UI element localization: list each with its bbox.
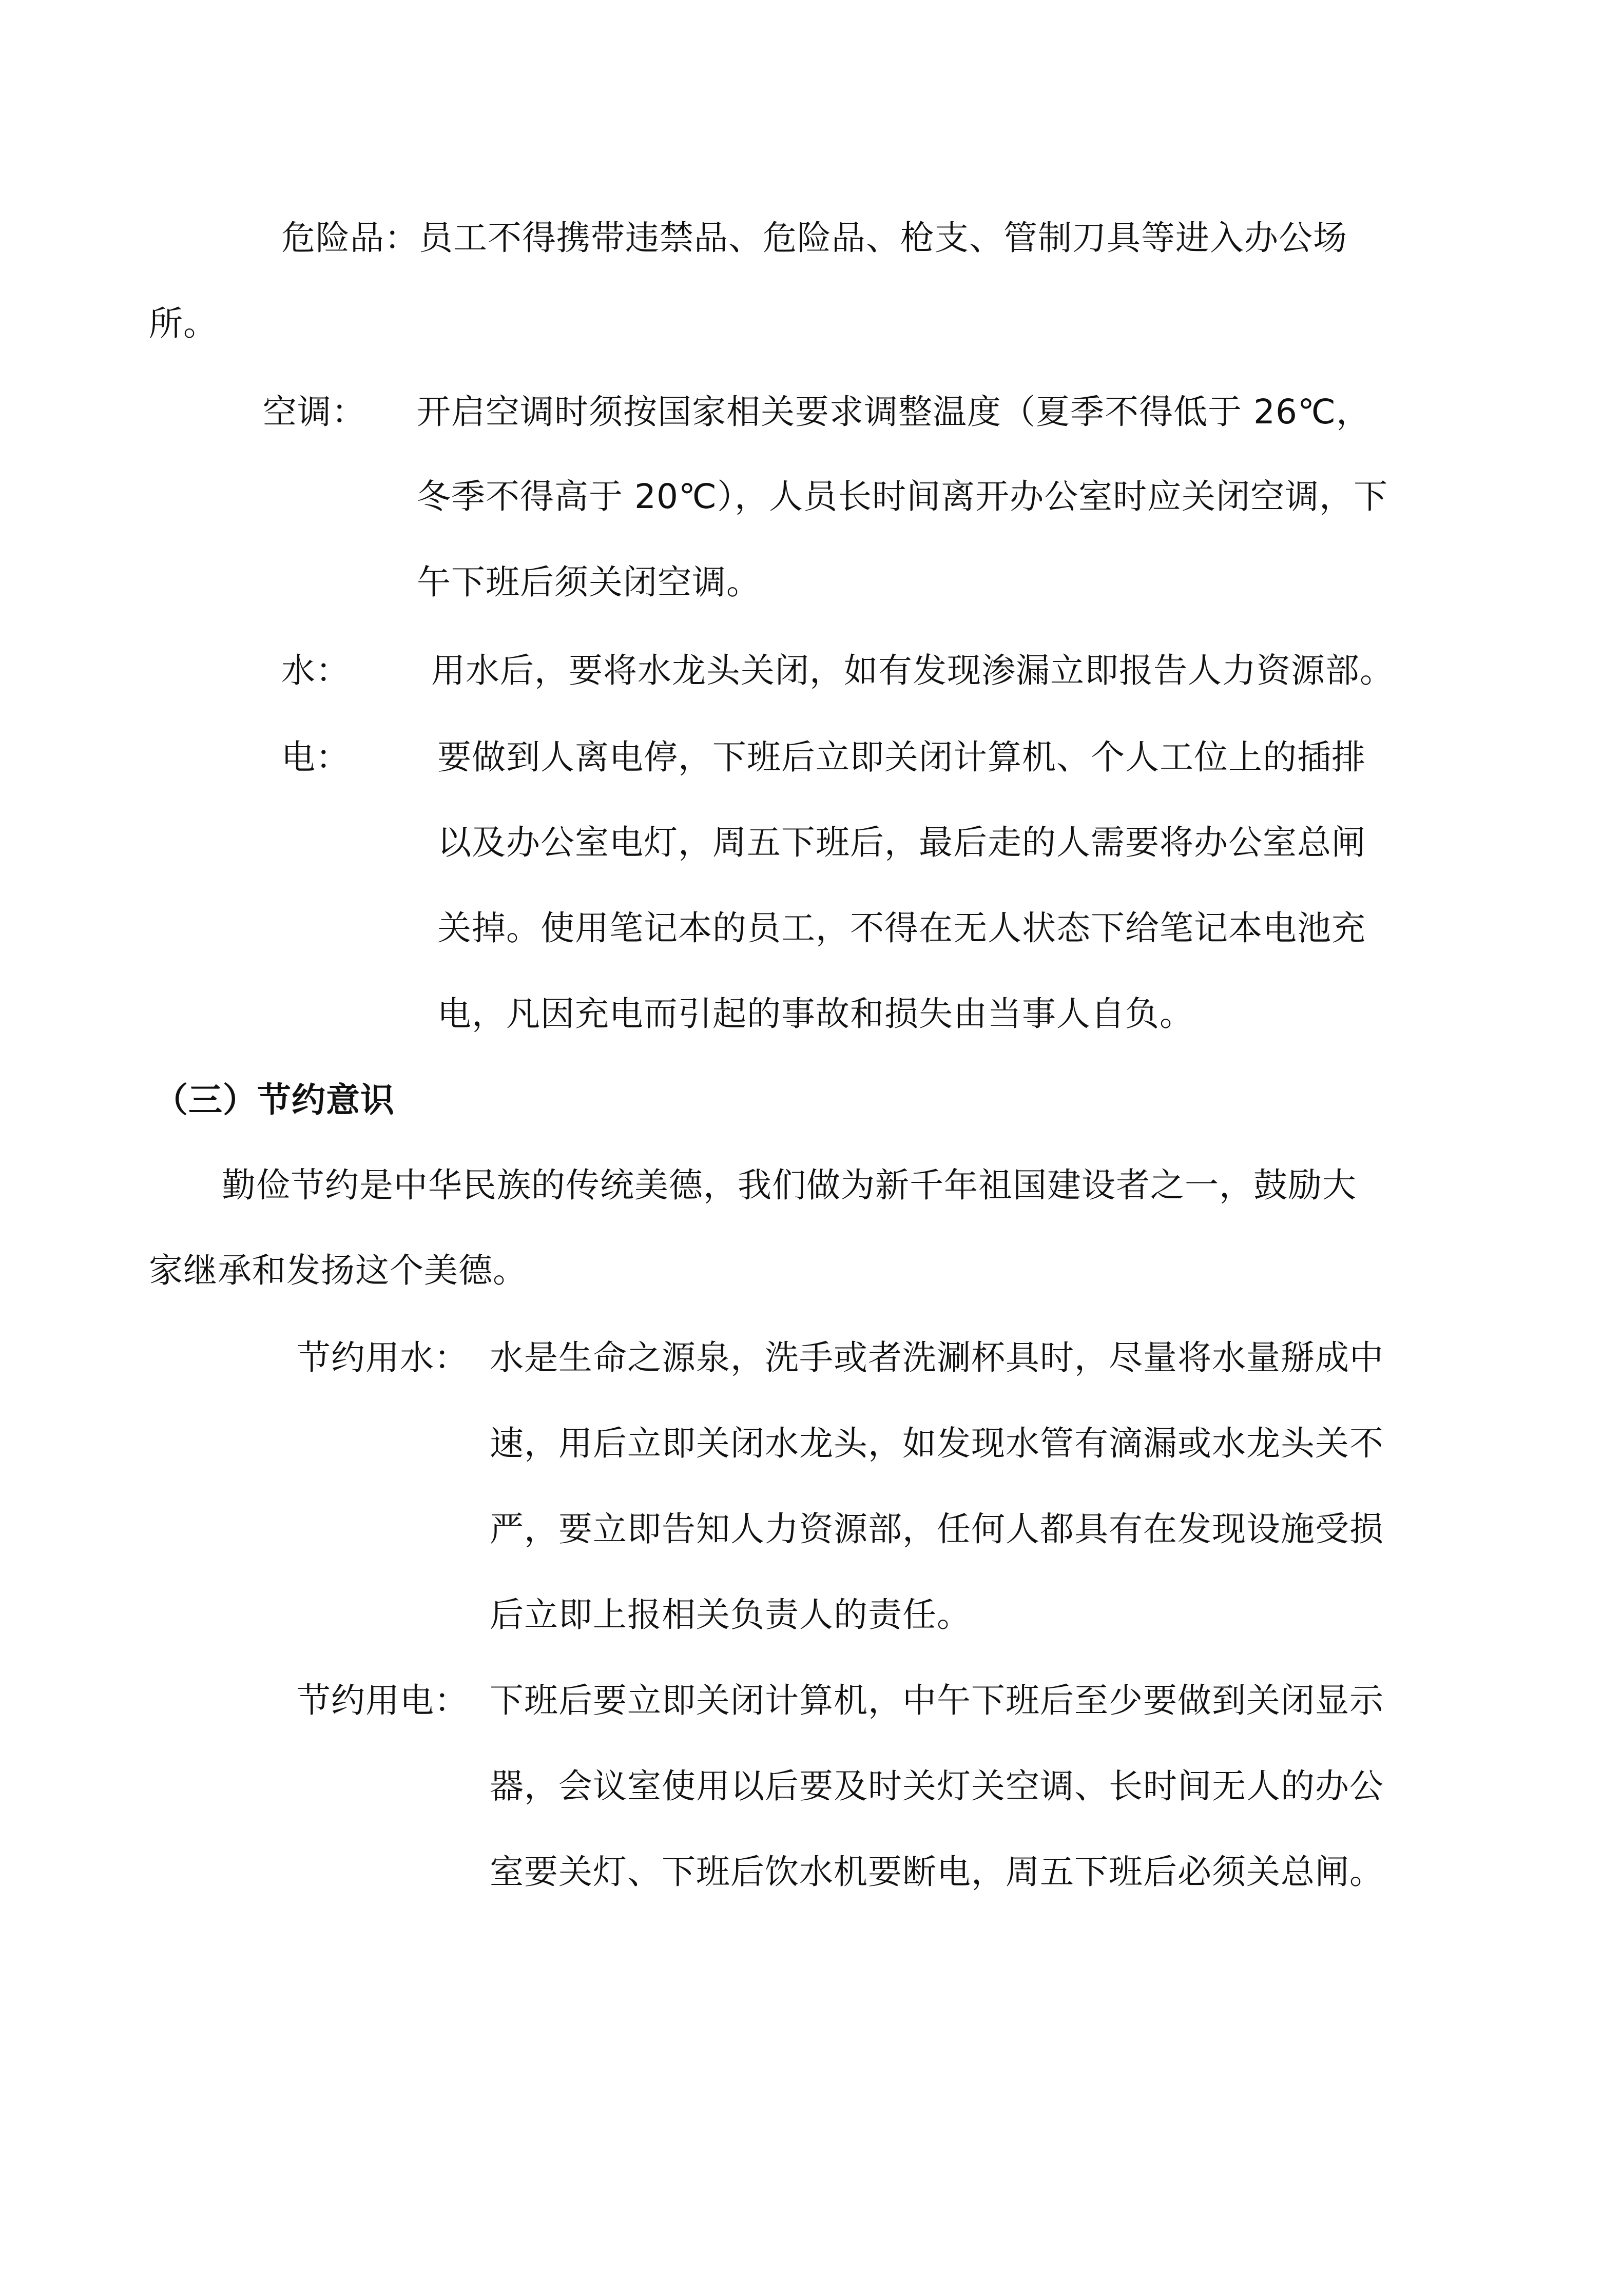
save-water-line-1: 水是生命之源泉，洗手或者洗涮杯具时，尽量将水量掰成中 xyxy=(490,1338,1384,1377)
dangerous-goods-line-2: 所。 xyxy=(149,304,218,343)
air-conditioning-label: 空调： xyxy=(263,392,366,432)
section-3-intro-line-1: 勤俭节约是中华民族的传统美德，我们做为新千年祖国建设者之一，鼓励大 xyxy=(222,1165,1357,1205)
electricity-line-1: 要做到人离电停，下班后立即关闭计算机、个人工位上的插排 xyxy=(437,737,1366,777)
save-water-line-4: 后立即上报相关负责人的责任。 xyxy=(490,1595,971,1635)
electricity-label: 电： xyxy=(281,737,350,777)
water-line-1: 用水后，要将水龙头关闭，如有发现渗漏立即报告人力资源部。 xyxy=(431,651,1394,690)
save-electricity-label: 节约用电： xyxy=(297,1681,469,1720)
electricity-line-2: 以及办公室电灯，周五下班后，最后走的人需要将办公室总闸 xyxy=(437,823,1366,862)
dangerous-goods-line-1: 危险品：员工不得携带违禁品、危险品、枪支、管制刀具等进入办公场 xyxy=(281,218,1347,258)
electricity-line-4: 电，凡因充电而引起的事故和损失由当事人自负。 xyxy=(437,994,1194,1034)
save-water-line-3: 严，要立即告知人力资源部，任何人都具有在发现设施受损 xyxy=(490,1509,1384,1549)
save-water-line-2: 速，用后立即关闭水龙头，如发现水管有滴漏或水龙头关不 xyxy=(490,1424,1384,1463)
electricity-line-3: 关掉。使用笔记本的员工，不得在无人状态下给笔记本电池充 xyxy=(437,908,1366,948)
air-conditioning-line-2: 冬季不得高于 20℃），人员长时间离开办公室时应关闭空调，下 xyxy=(417,477,1388,516)
save-electricity-line-3: 室要关灯、下班后饮水机要断电，周五下班后必须关总闸。 xyxy=(490,1852,1384,1892)
section-3-heading: （三）节约意识 xyxy=(154,1080,395,1120)
water-label: 水： xyxy=(281,651,350,690)
save-electricity-line-2: 器，会议室使用以后要及时关灯关空调、长时间无人的办公 xyxy=(490,1766,1384,1806)
save-water-label: 节约用水： xyxy=(297,1338,469,1377)
air-conditioning-line-1: 开启空调时须按国家相关要求调整温度（夏季不得低于 26℃， xyxy=(417,392,1371,432)
save-electricity-line-1: 下班后要立即关闭计算机，中午下班后至少要做到关闭显示 xyxy=(490,1681,1384,1720)
section-3-intro-line-2: 家继承和发扬这个美德。 xyxy=(149,1251,527,1290)
air-conditioning-line-3: 午下班后须关闭空调。 xyxy=(417,562,761,602)
